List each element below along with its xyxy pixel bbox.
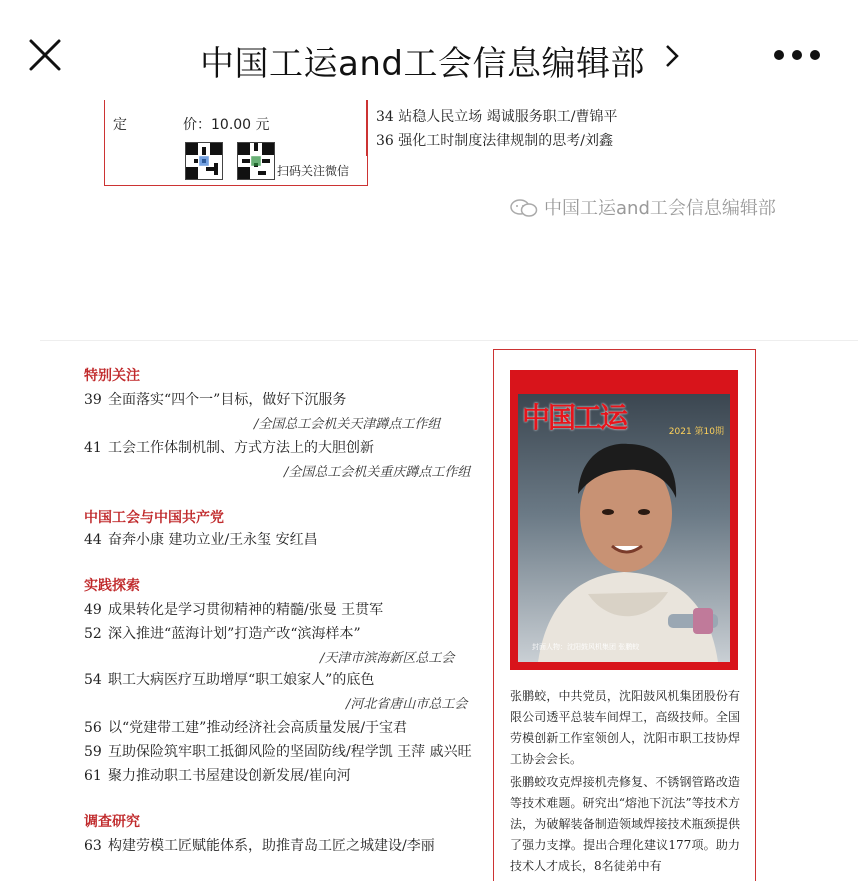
more-dot [774, 50, 784, 60]
toc-num: 54 [84, 672, 102, 688]
toc-line [84, 437, 374, 457]
toc-num: 41 [84, 440, 102, 456]
toc-line [84, 669, 374, 689]
toc-num: 36 [376, 133, 394, 149]
toc-text: 工会工作体制机制、方式方法上的大胆创新 [108, 440, 374, 456]
top-bar [0, 0, 858, 110]
wechat-icon [510, 198, 538, 218]
toc-text: 构建劳模工匠赋能体系，助推青岛工匠之城建设/李丽 [108, 838, 435, 854]
more-dot [810, 50, 820, 60]
watermark [510, 194, 776, 220]
cover-frame [493, 349, 756, 881]
magazine-cover[interactable] [510, 370, 738, 670]
price-value: 价：10.00 元 [183, 117, 270, 133]
toc-line [84, 623, 361, 643]
toc-line [84, 835, 435, 855]
toc-num: 39 [84, 392, 102, 408]
magazine-logo: 中国工运 [522, 401, 627, 434]
toc-page [40, 340, 858, 880]
toc-num: 52 [84, 626, 102, 642]
section-heading: 中国工会与中国共产党 [84, 510, 224, 526]
toc-author: /河北省唐山市总工会 [346, 697, 468, 712]
more-dot [792, 50, 802, 60]
toc-text: 聚力推动职工书屋建设创新发展/崔向河 [108, 768, 351, 784]
bio-paragraph: 张鹏蛟，中共党员，沈阳鼓风机集团股份有限公司透平总装车间焊工，高级技师。全国劳模创新工作室领创人，沈阳市职工技协焊工协会会长。 [510, 689, 740, 766]
more-options-button[interactable] [774, 50, 820, 62]
section-heading: 实践探索 [84, 578, 140, 594]
toc-text: 成果转化是学习贯彻精神的精髓/张曼 王贯军 [108, 602, 384, 618]
cover-issue: 2021 第10期 [668, 427, 724, 437]
toc-text: 深入推进“蓝海计划”打造产改“滨海样本” [108, 626, 361, 642]
toc-text: 互助保险筑牢职工抵御风险的坚固防线/程学凯 王萍 戚兴旺 [108, 744, 472, 760]
toc-text: 全面落实“四个一”目标，做好下沉服务 [108, 392, 347, 408]
section-heading: 调查研究 [84, 814, 140, 830]
toc-num: 63 [84, 838, 102, 854]
toc-num: 34 [376, 109, 394, 125]
section-heading: 特别关注 [84, 368, 140, 384]
toc-num: 59 [84, 744, 102, 760]
toc-line [84, 599, 383, 619]
toc-text: 奋奔小康 建功立业/王永玺 安红昌 [108, 532, 318, 548]
divider [366, 100, 368, 156]
toc-num: 56 [84, 720, 102, 736]
watermark-text: 中国工运and工会信息编辑部 [544, 198, 776, 219]
toc-text: 以“党建带工建”推动经济社会高质量发展/于宝君 [108, 720, 408, 736]
toc-line [376, 106, 617, 126]
toc-text: 站稳人民立场 竭诚服务职工/曹锦平 [398, 109, 618, 125]
toc-author: /天津市滨海新区总工会 [320, 651, 455, 666]
toc-line [376, 130, 613, 150]
toc-num: 49 [84, 602, 102, 618]
toc-num: 44 [84, 532, 102, 548]
toc-text: 职工大病医疗互助增厚“职工娘家人”的底色 [108, 672, 375, 688]
toc-line [84, 529, 318, 549]
cover-caption: 封面人物：沈阳鼓风机集团 张鹏蛟 [532, 643, 640, 651]
qr-code-icon [237, 142, 275, 180]
price-label: 定 [113, 117, 127, 133]
toc-num: 61 [84, 768, 102, 784]
chevron-right-icon[interactable] [664, 44, 680, 68]
account-title[interactable]: 中国工运and工会信息编辑部 [200, 44, 645, 84]
toc-author: /全国总工会机关重庆蹲点工作组 [284, 465, 471, 480]
toc-text: 强化工时制度法律规制的思考/刘鑫 [398, 133, 613, 149]
qr-caption: 扫码关注微信 [277, 164, 350, 178]
price-box [104, 100, 368, 186]
close-icon[interactable] [28, 38, 62, 72]
toc-line [84, 741, 472, 761]
toc-line [84, 765, 351, 785]
toc-line [84, 389, 346, 409]
toc-line [84, 717, 407, 737]
qr-code-icon [185, 142, 223, 180]
bio-paragraph: 张鹏蛟攻克焊接机壳修复、不锈钢管路改造等技术难题。研究出“熔池下沉法”等技术方法，为破解装备制造领域焊接技术瓶颈提供了强力支撑。提出合理化建议177项。助力技术人才成长，8名徒弟中有 [510, 775, 740, 873]
toc-author: /全国总工会机关天津蹲点工作组 [254, 417, 441, 432]
